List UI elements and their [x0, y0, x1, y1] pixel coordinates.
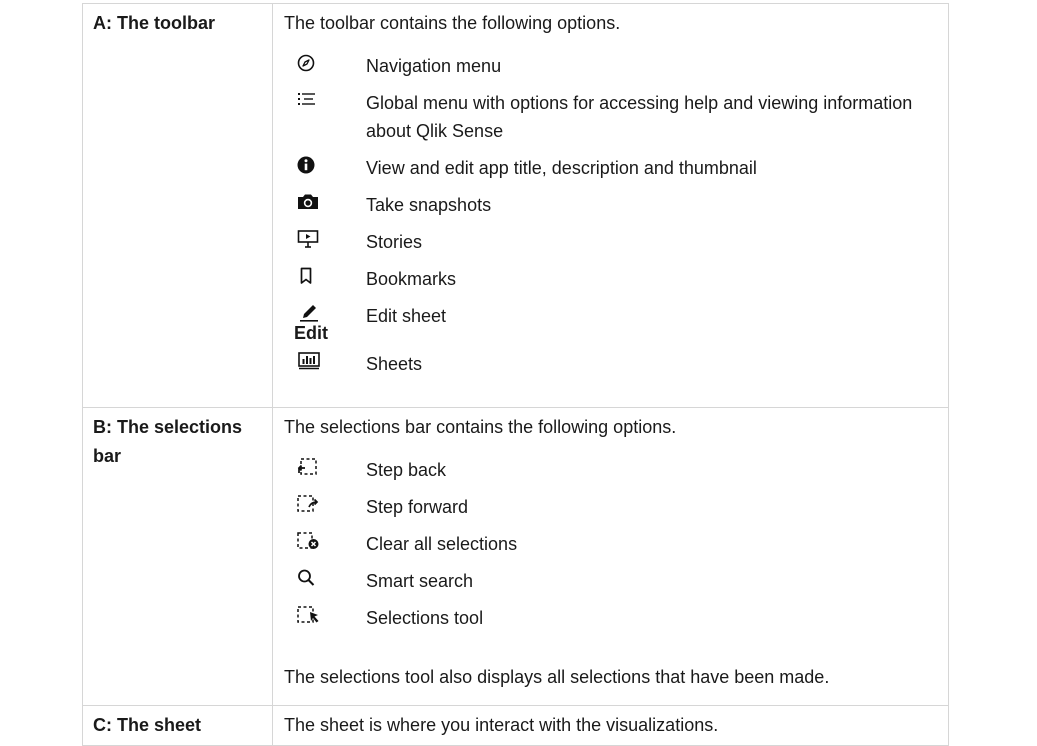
- step-back-icon: [284, 456, 366, 484]
- row-label-cell: [83, 706, 273, 746]
- row-label-selections-bar: B: The selections bar: [93, 417, 243, 466]
- option-item: [284, 265, 938, 293]
- option-label: Selections tool: [366, 608, 484, 628]
- row-description-cell: [273, 4, 949, 408]
- row-label-toolbar: A: The toolbar: [93, 13, 215, 33]
- row-label-sheet: C: The sheet: [93, 715, 202, 735]
- option-label: Global menu with options for accessing help and viewing information about Qlik Sense: [366, 93, 913, 141]
- clear-selections-icon: [284, 530, 366, 558]
- sheet-intro-text: The sheet is where you interact with the visualizations.: [284, 715, 719, 735]
- edit-icon: [284, 302, 366, 344]
- selections-options-list: [284, 456, 938, 632]
- selections-tool-icon: [284, 604, 366, 632]
- row-description-cell: [273, 706, 949, 746]
- option-label: View and edit app title, description and thumbnail: [366, 158, 757, 178]
- row-label-cell: [83, 408, 273, 706]
- option-label: Step back: [366, 460, 447, 480]
- sheets-icon: [284, 350, 366, 378]
- option-label: Edit sheet: [366, 306, 447, 326]
- camera-icon: [284, 191, 366, 219]
- edit-icon-text: Edit: [294, 323, 328, 343]
- selections-intro-text: The selections bar contains the following options.: [284, 417, 677, 437]
- stories-icon: [284, 228, 366, 256]
- option-label: Sheets: [366, 354, 423, 374]
- option-item: [284, 350, 938, 378]
- table-row-sheet: [83, 706, 949, 746]
- option-item: [284, 154, 938, 182]
- navigation-menu-icon: [284, 52, 366, 80]
- option-label: Bookmarks: [366, 269, 457, 289]
- option-item: [284, 191, 938, 219]
- option-item: [284, 493, 938, 521]
- global-menu-icon: [284, 89, 366, 117]
- option-label: Navigation menu: [366, 56, 502, 76]
- option-label: Clear all selections: [366, 534, 518, 554]
- table-row-selections-bar: [83, 408, 949, 706]
- search-icon: [284, 567, 366, 595]
- option-label: Smart search: [366, 571, 474, 591]
- table-row-toolbar: [83, 4, 949, 408]
- option-label: Take snapshots: [366, 195, 492, 215]
- option-label: Step forward: [366, 497, 469, 517]
- toolbar-options-list: [284, 52, 938, 378]
- selections-footnote: The selections tool also displays all selections that have been made.: [284, 667, 830, 687]
- step-forward-icon: [284, 493, 366, 521]
- option-item: [284, 228, 938, 256]
- option-item: [284, 302, 938, 344]
- toolbar-intro-text: The toolbar contains the following options.: [284, 13, 621, 33]
- option-item: [284, 604, 938, 632]
- info-icon: [284, 154, 366, 182]
- option-item: [284, 456, 938, 484]
- option-item: [284, 567, 938, 595]
- option-item: [284, 52, 938, 80]
- row-label-cell: [83, 4, 273, 408]
- option-item: [284, 530, 938, 558]
- ui-overview-table: [82, 3, 949, 746]
- row-description-cell: [273, 408, 949, 706]
- bookmark-icon: [284, 265, 366, 293]
- option-label: Stories: [366, 232, 423, 252]
- option-item: [284, 89, 938, 145]
